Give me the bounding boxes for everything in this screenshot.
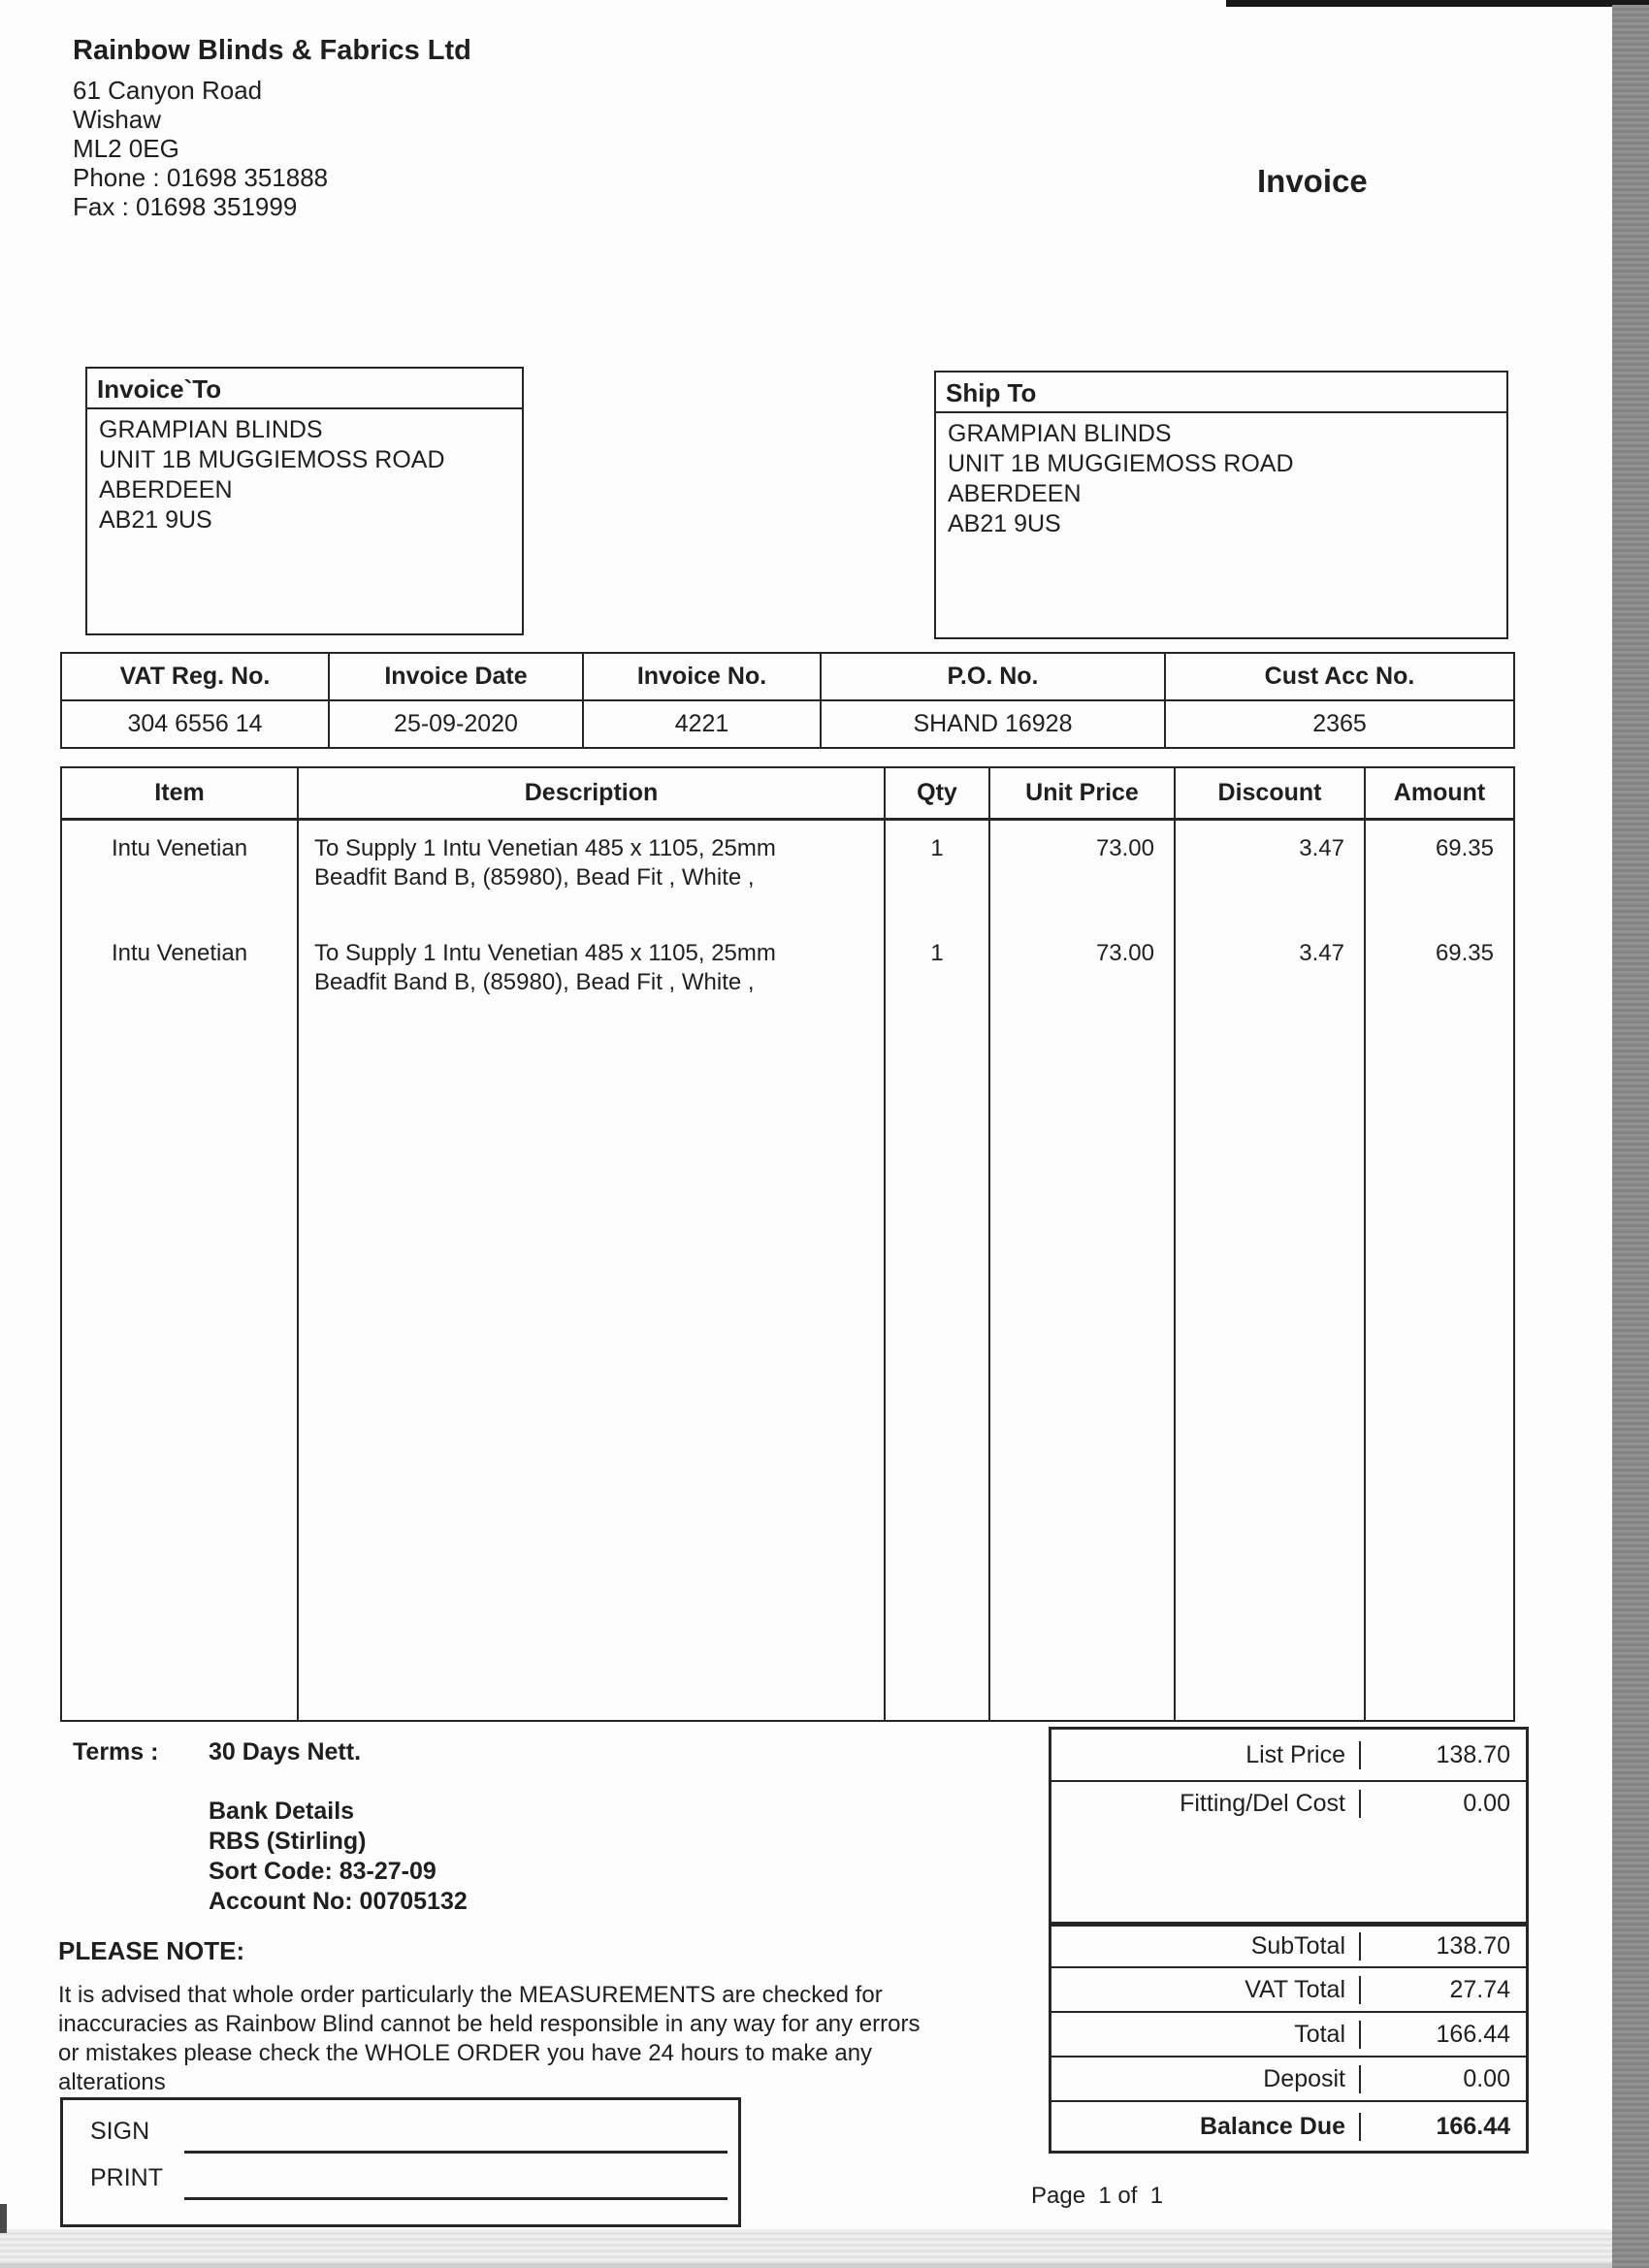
scan-edge-left-mark: [0, 2204, 7, 2233]
total-row: [1051, 2013, 1526, 2057]
po-no-header: P.O. No.: [822, 654, 1166, 699]
cust-acc-no-header: Cust Acc No.: [1264, 663, 1415, 690]
total-label: Total: [1294, 2020, 1345, 2048]
invoice-to-address: [87, 409, 522, 541]
vat-reg-no-value: 304 6556 14: [62, 701, 330, 747]
unit-price-column: [990, 821, 1176, 1720]
unit-price-column-header: Unit Price: [990, 768, 1176, 818]
invoice-no-value: 4221: [584, 701, 822, 747]
bank-details: [209, 1797, 468, 1917]
item-amount: 69.35: [1435, 940, 1494, 966]
item-name: Intu Venetian: [111, 835, 248, 861]
cust-acc-no-value: 2365: [1312, 710, 1367, 737]
fitting-del-cost-label: Fitting/Del Cost: [1180, 1790, 1345, 1817]
balance-due-label: Balance Due: [1199, 2112, 1345, 2140]
ship-to-box: [934, 371, 1508, 639]
ship-to-line: UNIT 1B MUGGIEMOSS ROAD: [948, 450, 1294, 477]
document-title: Invoice: [1257, 163, 1368, 199]
subtotal-value: 138.70: [1359, 1932, 1526, 1960]
terms-label: Terms :: [73, 1738, 159, 1766]
scan-edge-top: [1226, 0, 1649, 7]
invoice-to-label: Invoice`To: [87, 369, 522, 409]
item-qty: 1: [930, 835, 944, 861]
item-description: To Supply 1 Intu Venetian 485 x 1105, 25mm Beadfit Band B, (85980), Bead Fit , White ,: [314, 940, 776, 995]
ship-to-line: ABERDEEN: [948, 480, 1082, 507]
subtotal-row: [1051, 1924, 1526, 1968]
company-address: [73, 76, 328, 221]
vat-total-value: 27.74: [1359, 1976, 1526, 2004]
invoice-date-value: 25-09-2020: [330, 701, 584, 747]
fitting-del-cost-value: 0.00: [1359, 1790, 1526, 1818]
amount-column: [1366, 821, 1513, 1720]
signature-box: [60, 2097, 741, 2227]
terms-value: 30 Days Nett.: [209, 1738, 362, 1766]
discount-column: [1176, 821, 1366, 1720]
amount-column-header: Amount: [1393, 779, 1486, 806]
line-items-table: [60, 766, 1515, 1722]
please-note-title: PLEASE NOTE:: [58, 1936, 245, 1965]
please-note-body: It is advised that whole order particularly the MEASUREMENTS are checked for inaccuracies as Rainbow Blind cannot be held responsible in any way for any errors or mistakes please check the WHOLE ORDER you have 24 hours to make any alterations: [58, 1982, 921, 2095]
item-amount: 69.35: [1435, 835, 1494, 861]
vat-total-row: [1051, 1968, 1526, 2013]
invoice-to-line: AB21 9US: [99, 506, 212, 534]
po-no-value: SHAND 16928: [822, 701, 1166, 747]
item-description: To Supply 1 Intu Venetian 485 x 1105, 25mm Beadfit Band B, (85980), Bead Fit , White ,: [314, 835, 776, 891]
ship-to-line: GRAMPIAN BLINDS: [948, 420, 1172, 447]
ship-to-label: Ship To: [936, 373, 1506, 413]
item-column: [62, 821, 299, 1720]
item-name: Intu Venetian: [111, 940, 248, 966]
item-unit-price: 73.00: [1095, 835, 1154, 861]
deposit-row: [1051, 2057, 1526, 2102]
invoice-date-header: Invoice Date: [330, 654, 584, 699]
sign-line: [184, 2151, 728, 2154]
bank-name: RBS (Stirling): [209, 1828, 367, 1855]
company-fax: Fax : 01698 351999: [73, 192, 298, 221]
vat-total-label: VAT Total: [1245, 1975, 1345, 2003]
subtotal-label: SubTotal: [1250, 1932, 1345, 1960]
company-address-line1: 61 Canyon Road: [73, 76, 263, 105]
scan-edge-bottom: [0, 2229, 1612, 2268]
page-number: Page 1 of 1: [1031, 2183, 1164, 2209]
deposit-value: 0.00: [1359, 2065, 1526, 2093]
invoice-info-table: [60, 652, 1515, 749]
invoice-info-header-row: [62, 654, 1513, 701]
list-price-value: 138.70: [1359, 1741, 1526, 1769]
vat-reg-no-header: VAT Reg. No.: [62, 654, 330, 699]
company-name: Rainbow Blinds & Fabrics Ltd: [73, 35, 471, 66]
bank-account-no: Account No: 00705132: [209, 1888, 468, 1915]
list-price-row: [1051, 1730, 1526, 1782]
invoice-to-box: [85, 367, 524, 635]
item-unit-price: 73.00: [1095, 940, 1154, 966]
deposit-label: Deposit: [1263, 2064, 1345, 2092]
invoice-to-line: UNIT 1B MUGGIEMOSS ROAD: [99, 446, 445, 473]
invoice-to-line: GRAMPIAN BLINDS: [99, 416, 323, 443]
item-discount: 3.47: [1299, 940, 1344, 966]
invoice-info-value-row: [62, 701, 1513, 747]
line-items-header-row: [62, 768, 1513, 821]
item-qty: 1: [930, 940, 944, 966]
item-column-header: Item: [62, 768, 299, 818]
qty-column: [886, 821, 990, 1720]
line-items-body: [62, 821, 1513, 1720]
list-price-label: List Price: [1245, 1740, 1345, 1768]
bank-sort-code: Sort Code: 83-27-09: [209, 1858, 436, 1885]
total-value: 166.44: [1359, 2021, 1526, 2049]
sign-label: SIGN: [90, 2118, 150, 2145]
fitting-del-cost-row: [1051, 1782, 1526, 1924]
print-line: [184, 2197, 728, 2200]
balance-due-value: 166.44: [1359, 2113, 1526, 2141]
description-column-header: Description: [299, 768, 886, 818]
balance-due-row: [1051, 2102, 1526, 2151]
print-label: PRINT: [90, 2164, 163, 2191]
totals-box: [1049, 1727, 1529, 2154]
bank-details-title: Bank Details: [209, 1798, 355, 1825]
company-phone: Phone : 01698 351888: [73, 163, 329, 192]
description-column: [299, 821, 886, 1720]
invoice-no-header: Invoice No.: [584, 654, 822, 699]
qty-column-header: Qty: [886, 768, 990, 818]
discount-column-header: Discount: [1176, 768, 1366, 818]
ship-to-line: AB21 9US: [948, 510, 1061, 537]
ship-to-address: [936, 413, 1506, 545]
scan-edge-right: [1612, 5, 1649, 2268]
company-postcode: ML2 0EG: [73, 134, 179, 163]
company-address-line2: Wishaw: [73, 105, 162, 134]
item-discount: 3.47: [1299, 835, 1344, 861]
invoice-to-line: ABERDEEN: [99, 476, 233, 503]
